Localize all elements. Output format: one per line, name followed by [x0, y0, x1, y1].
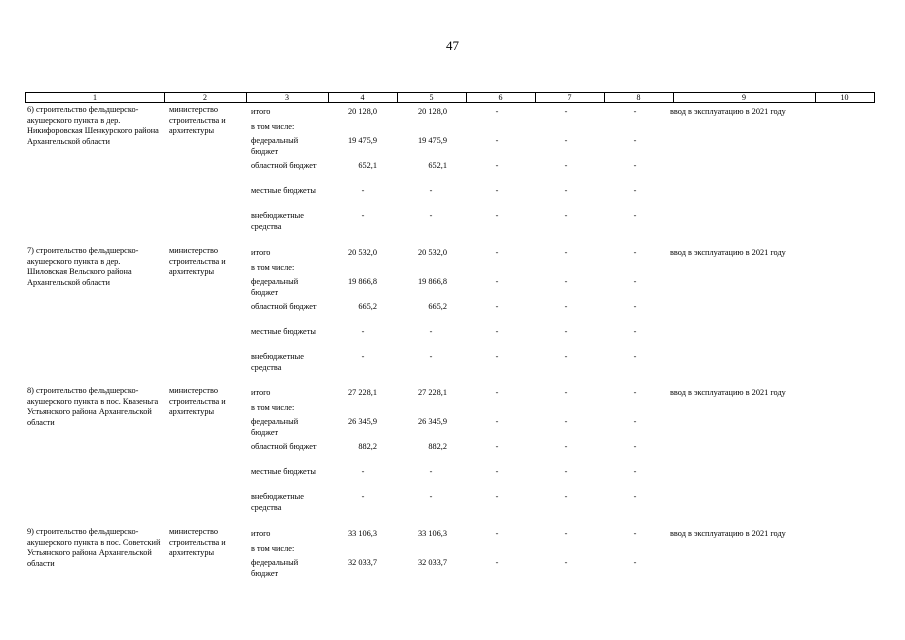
col6-regional: -	[495, 442, 499, 451]
col7-federal: -	[564, 417, 568, 426]
col7-federal: -	[564, 558, 568, 567]
col6-local: -	[495, 327, 499, 336]
completion-note: ввод в эксплуатацию в 2021 году	[670, 388, 786, 397]
label-federal: федеральный бюджет	[251, 136, 299, 156]
label-local: местные бюджеты	[251, 467, 316, 476]
col8-total: -	[633, 388, 637, 397]
col5-local: -	[429, 467, 433, 476]
header-col-2: 2	[203, 93, 207, 102]
responsible-ministry: министерство строительства и архитектуры	[169, 527, 226, 557]
label-incl: в том числе:	[251, 403, 295, 412]
header-col-6: 6	[498, 93, 503, 102]
col6-total: -	[495, 388, 499, 397]
col7-extra: -	[564, 211, 568, 220]
col5-federal: 19 475,9	[417, 136, 447, 145]
object-title: 7) строительство фельдшерско-акушерского пункта в дер. Шиловская Вельского района Архангельской области	[27, 246, 139, 287]
col4-regional: 882,2	[358, 442, 377, 451]
label-total: итого	[251, 248, 271, 257]
col7-extra: -	[564, 492, 568, 501]
label-regional: областной бюджет	[251, 442, 317, 451]
col5-regional: 882,2	[428, 442, 447, 451]
col7-regional: -	[564, 302, 568, 311]
col7-regional: -	[564, 161, 568, 170]
col5-extra: -	[429, 352, 433, 361]
col5-local: -	[429, 327, 433, 336]
col8-local: -	[633, 327, 637, 336]
col6-regional: -	[495, 302, 499, 311]
label-local: местные бюджеты	[251, 186, 316, 195]
col4-federal: 19 475,9	[347, 136, 377, 145]
col5-extra: -	[429, 211, 433, 220]
col5-total: 27 228,1	[417, 388, 447, 397]
col6-extra: -	[495, 352, 499, 361]
col8-federal: -	[633, 136, 637, 145]
col8-federal: -	[633, 277, 637, 286]
col5-extra: -	[429, 492, 433, 501]
col4-total: 33 106,3	[347, 529, 377, 538]
col8-extra: -	[633, 352, 637, 361]
col7-total: -	[564, 248, 568, 257]
label-federal: федеральный бюджет	[251, 558, 299, 578]
col8-regional: -	[633, 302, 637, 311]
col8-total: -	[633, 529, 637, 538]
responsible-ministry: министерство строительства и архитектуры	[169, 246, 226, 276]
label-extra: внебюджетные средства	[251, 492, 304, 512]
col6-extra: -	[495, 492, 499, 501]
col4-extra: -	[361, 352, 365, 361]
label-federal: федеральный бюджет	[251, 277, 299, 297]
col8-total: -	[633, 248, 637, 257]
col5-local: -	[429, 186, 433, 195]
col8-extra: -	[633, 211, 637, 220]
col7-regional: -	[564, 442, 568, 451]
col6-total: -	[495, 248, 499, 257]
col7-federal: -	[564, 277, 568, 286]
col4-federal: 32 033,7	[347, 558, 377, 567]
label-total: итого	[251, 529, 271, 538]
label-regional: областной бюджет	[251, 302, 317, 311]
col5-regional: 665,2	[428, 302, 447, 311]
header-col-4: 4	[360, 93, 365, 102]
col7-federal: -	[564, 136, 568, 145]
completion-note: ввод в эксплуатацию в 2021 году	[670, 529, 786, 538]
col7-extra: -	[564, 352, 568, 361]
col5-total: 33 106,3	[417, 529, 447, 538]
header-col-8: 8	[636, 93, 641, 102]
responsible-ministry: министерство строительства и архитектуры	[169, 105, 226, 135]
table-row-block-9	[25, 527, 875, 587]
label-federal: федеральный бюджет	[251, 417, 299, 437]
col6-local: -	[495, 186, 499, 195]
col6-regional: -	[495, 161, 499, 170]
col7-local: -	[564, 327, 568, 336]
col4-regional: 652,1	[358, 161, 377, 170]
header-col-10: 10	[840, 93, 849, 102]
col4-federal: 19 866,8	[347, 277, 377, 286]
col5-federal: 26 345,9	[417, 417, 447, 426]
page-number: 47	[446, 38, 459, 53]
col8-extra: -	[633, 492, 637, 501]
col4-extra: -	[361, 492, 365, 501]
col4-local: -	[361, 186, 365, 195]
col8-federal: -	[633, 558, 637, 567]
col7-total: -	[564, 107, 568, 116]
header-col-5: 5	[429, 93, 434, 102]
col7-total: -	[564, 529, 568, 538]
col6-total: -	[495, 107, 499, 116]
header-col-7: 7	[567, 93, 572, 102]
col8-local: -	[633, 467, 637, 476]
col4-extra: -	[361, 211, 365, 220]
col5-total: 20 532,0	[417, 248, 447, 257]
completion-note: ввод в эксплуатацию в 2021 году	[670, 248, 786, 257]
table-row-block-6	[25, 105, 875, 235]
label-regional: областной бюджет	[251, 161, 317, 170]
col5-federal: 32 033,7	[417, 558, 447, 567]
col4-total: 20 532,0	[347, 248, 377, 257]
col7-total: -	[564, 388, 568, 397]
col6-federal: -	[495, 136, 499, 145]
object-title: 8) строительство фельдшерско-акушерского пункта в пос. Квазеньга Устьянского района Архангельской области	[27, 386, 159, 427]
label-incl: в том числе:	[251, 122, 295, 131]
col6-federal: -	[495, 277, 499, 286]
table-row-block-8	[25, 386, 875, 516]
header-col-1: 1	[93, 93, 97, 102]
col7-local: -	[564, 467, 568, 476]
table-row-block-7	[25, 246, 875, 376]
col6-local: -	[495, 467, 499, 476]
col8-federal: -	[633, 417, 637, 426]
header-col-9: 9	[742, 93, 746, 102]
label-extra: внебюджетные средства	[251, 352, 304, 372]
label-incl: в том числе:	[251, 263, 295, 272]
col5-regional: 652,1	[428, 161, 447, 170]
object-title: 9) строительство фельдшерско-акушерского пункта в пос. Советский Устьянского района Архангельской области	[27, 527, 161, 568]
col6-total: -	[495, 529, 499, 538]
label-extra: внебюджетные средства	[251, 211, 304, 231]
col6-extra: -	[495, 211, 499, 220]
col8-regional: -	[633, 442, 637, 451]
col4-total: 20 128,0	[347, 107, 377, 116]
label-total: итого	[251, 388, 271, 397]
col6-federal: -	[495, 558, 499, 567]
completion-note: ввод в эксплуатацию в 2021 году	[670, 107, 786, 116]
col8-regional: -	[633, 161, 637, 170]
col8-total: -	[633, 107, 637, 116]
col4-federal: 26 345,9	[347, 417, 377, 426]
col7-local: -	[564, 186, 568, 195]
col4-local: -	[361, 467, 365, 476]
col8-local: -	[633, 186, 637, 195]
object-title: 6) строительство фельдшерско-акушерского пункта в дер. Никифоровская Шенкурского района Архангельской области	[27, 105, 159, 146]
col4-regional: 665,2	[358, 302, 377, 311]
header-col-3: 3	[285, 93, 289, 102]
col5-total: 20 128,0	[417, 107, 447, 116]
label-total: итого	[251, 107, 271, 116]
col4-total: 27 228,1	[347, 388, 377, 397]
col6-federal: -	[495, 417, 499, 426]
col5-federal: 19 866,8	[417, 277, 447, 286]
col4-local: -	[361, 327, 365, 336]
table-header-row	[25, 92, 875, 103]
responsible-ministry: министерство строительства и архитектуры	[169, 386, 226, 416]
label-incl: в том числе:	[251, 544, 295, 553]
label-local: местные бюджеты	[251, 327, 316, 336]
